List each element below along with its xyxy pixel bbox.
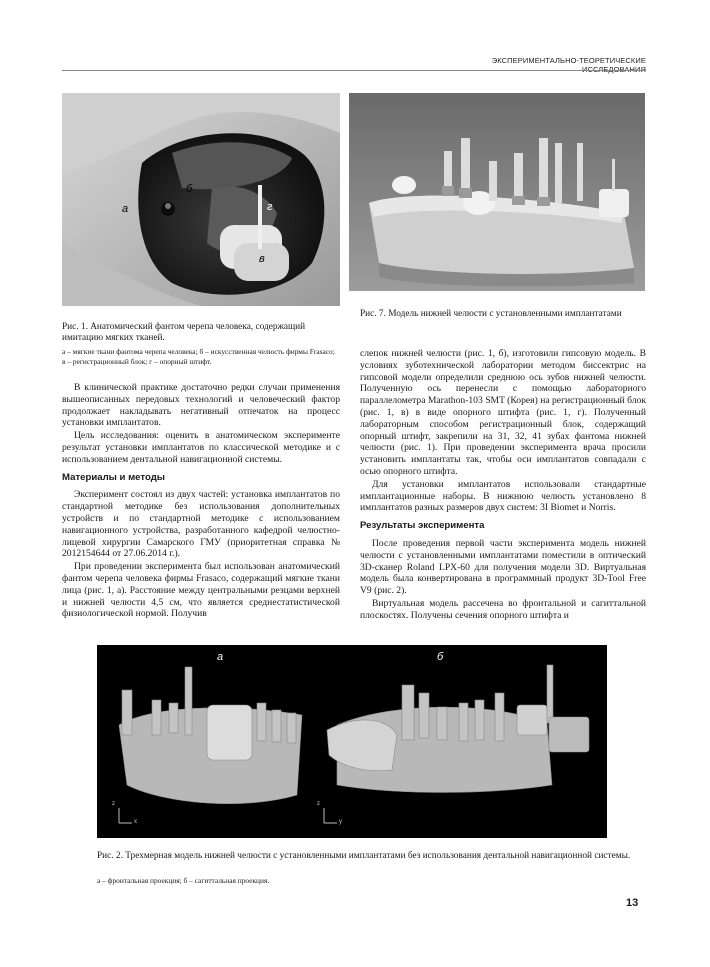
header-rule [62, 70, 646, 71]
figure-1-label-g: г [267, 201, 273, 213]
figure-7-caption: Рис. 7. Модель нижней челюсти с установленными имплантатами [360, 309, 622, 319]
right-paragraph-2: Для установки имплантатов использовали стандартные имплантационные наборы. В нижнюю челюсть установлено 8 имплантатов разных размеров двух систем: 3I Biomet и Norris. [360, 478, 646, 514]
figure-2-caption: Рис. 2. Трехмерная модель нижней челюсти с установленными имплантатами без использования дентальной навигационной системы. [97, 851, 631, 861]
figure-1-label-v: в [259, 253, 265, 265]
figure-2-axis-y-right: y [339, 819, 342, 825]
figure-7-photo [349, 93, 645, 291]
figure-1-photo [62, 93, 340, 306]
running-title: ЭКСПЕРИМЕНТАЛЬНО-ТЕОРЕТИЧЕСКИЕ [491, 56, 646, 65]
figure-1-label-b: б [186, 183, 193, 195]
figure-2-label-a: а [217, 651, 224, 663]
figure-2-label-b: б [437, 651, 444, 663]
right-column [360, 348, 646, 623]
figure-1-label-a: а [122, 203, 129, 215]
figure-1-note: а – мягкие ткани фантома черепа человека; б – искусственная челюсть фирмы Frasaco; в – регистрационный блок; г – опорный штифт. [62, 347, 335, 366]
left-paragraph-1: В клинической практике достаточно редки случаи применения вышеописанных передовых технологий и человеческий фактор продолжает накладывать негативный отпечаток на процесс установки имплантатов. [62, 382, 340, 429]
right-paragraph-3: После проведения первой части эксперимента модель нижней челюсти с установленными имплантатами поместили в оптический 3D-сканер Roland LPX-60 для получения модели 3D. Виртуальная модель была конвертирована в программный продукт 3D-Tool Free V9 (рис. 2). [360, 537, 646, 597]
figure-2-axis-z-right: z [317, 801, 320, 807]
figure-2-axis-x-left: x [134, 819, 137, 825]
figure-2-axis-z-left: z [112, 801, 115, 807]
figure-2-render [97, 645, 607, 838]
page-number: 13 [626, 897, 639, 909]
left-paragraph-2: Цель исследования: оценить в анатомическом эксперименте результат установки имплантатов по классической методике и с использованием дентальной навигационной системы. [62, 430, 340, 465]
left-paragraph-4: При проведении эксперимента был использован анатомический фантом черепа человека фирмы Frasaco, содержащий мягкие ткани лица (рис. 1, а). Расстояние между центральными резцами верхней и нижней челюсти 4,5 см, что является среднестатистической физиологической нормой. Получив [62, 561, 340, 620]
figure-2-note: а – фронтальная проекция; б – сагиттальная проекция. [97, 876, 270, 885]
figure-1-caption: Рис. 1. Анатомический фантом черепа человека, содержащий имитацию мягких тканей. [62, 322, 306, 343]
right-paragraph-1: слепок нижней челюсти (рис. 1, б), изготовили гипсовую модель. В условиях зуботехнической лаборатории методом биссектрис на гипсовой модели определили среднюю ось зубов нижней челюсти. Полученную ось перенесли с помощью лабораторного параллелометра Marathon-103 SMT (Корея) на регистрационный блок (рис. 1, в) в виде опорного штифта (рис. 1, г). Полученный лабораторным способом регистрационный блок, содержащий опорный штифт, закрепили на 31, 32, 41 зубах фантома нижней челюсти (рис. 1). При проведении эксперимента врача просили установить имплантаты так, чтобы оси имплантатов совпадали с осью опорного штифта. [360, 348, 646, 477]
right-paragraph-4: Виртуальная модель рассечена во фронтальной и сагиттальной плоскостях. Получены сечения опорного штифта и [360, 597, 646, 621]
section-heading-results: Результаты эксперимента [360, 520, 485, 532]
left-column [62, 382, 340, 621]
section-heading-methods: Материалы и методы [62, 471, 165, 483]
left-paragraph-3: Эксперимент состоял из двух частей: установка имплантатов по стандартной методике без использования дополнительных устройств и по стандартной методике с использованием навигационного устройства, разработанного кафедрой челюстно-лицевой хирургии Самарского ГМУ (приоритетная справка № 2012154644 от 27.06.2014 г.). [62, 489, 340, 560]
